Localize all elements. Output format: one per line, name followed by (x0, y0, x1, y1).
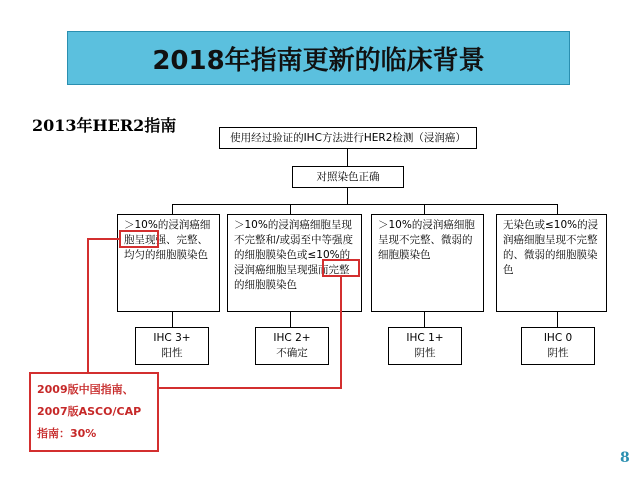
connector-cat4 (557, 204, 558, 214)
connector-result1 (172, 312, 173, 327)
control-staining-box (292, 166, 404, 188)
result-ihc2-status: 不确定 (276, 347, 308, 359)
result-ihc3-status: 阳性 (161, 347, 183, 359)
result-box-ihc2 (255, 327, 329, 365)
red-connector-a2 (87, 238, 89, 373)
note-line-2: 2007版ASCO/CAP (37, 405, 142, 418)
historical-threshold-note (29, 372, 159, 452)
result-ihc1-status: 阴性 (414, 347, 436, 359)
control-staining-text: 对照染色正确 (316, 170, 380, 183)
connector-cat1 (172, 204, 173, 214)
highlight-le10 (322, 259, 360, 277)
result-ihc1-score: IHC 1+ (406, 332, 444, 344)
result-box-ihc1 (388, 327, 462, 365)
category-text-ihc3-line1: 的浸润癌细 (157, 219, 211, 231)
red-connector-b2 (158, 387, 342, 389)
ihc-method-box (219, 127, 477, 149)
category-text-ihc1: ＞10%的浸润癌细胞呈现不完整、微弱的细胞膜染色 (378, 219, 475, 261)
result-ihc0-score: IHC 0 (543, 332, 573, 344)
highlight-gt10 (119, 230, 159, 248)
category-text-ihc2-before: ＞10%的浸润癌细胞呈现不完整和/或弱至中等强度的细胞膜染色或 (234, 219, 354, 261)
connector-cat3 (424, 204, 425, 214)
connector-horizontal (172, 204, 557, 205)
result-ihc2-score: IHC 2+ (273, 332, 311, 344)
threshold-le10-label: ≤10% (307, 249, 340, 261)
ihc-method-text: 使用经过验证的IHC方法进行HER2检测（浸润癌） (230, 131, 466, 144)
page-title: 2018年指南更新的临床背景 (152, 45, 485, 76)
connector-result2 (290, 312, 291, 327)
category-box-ihc3 (117, 214, 220, 312)
category-text-ihc3: 胞呈现强、完整、均匀的细胞膜染色 (124, 234, 208, 261)
red-connector-a1 (87, 238, 120, 240)
threshold-gt10-label: ＞10% (124, 219, 158, 231)
connector-result4 (557, 312, 558, 327)
subtitle: 2013年HER2指南 (32, 116, 177, 135)
connector-result3 (424, 312, 425, 327)
title-banner (67, 31, 570, 85)
category-text-ihc0: 无染色或≤10%的浸润癌细胞呈现不完整的、微弱的细胞膜染色 (503, 219, 599, 276)
category-box-ihc1 (371, 214, 484, 312)
result-box-ihc3 (135, 327, 209, 365)
page-number: 8 (620, 450, 630, 466)
category-box-ihc0 (496, 214, 607, 312)
result-box-ihc0 (521, 327, 595, 365)
result-ihc3-score: IHC 3+ (153, 332, 191, 344)
connector-cat2 (290, 204, 291, 214)
red-connector-b1 (340, 276, 342, 388)
connector-top (347, 149, 348, 166)
result-ihc0-status: 阴性 (547, 347, 569, 359)
note-line-1: 2009版中国指南、 (37, 383, 134, 396)
note-line-3: 指南：30% (37, 427, 97, 440)
category-text-ihc2-after: 的浸润癌细胞呈现强而完整的细胞膜染色 (234, 249, 351, 291)
connector-control (347, 188, 348, 204)
